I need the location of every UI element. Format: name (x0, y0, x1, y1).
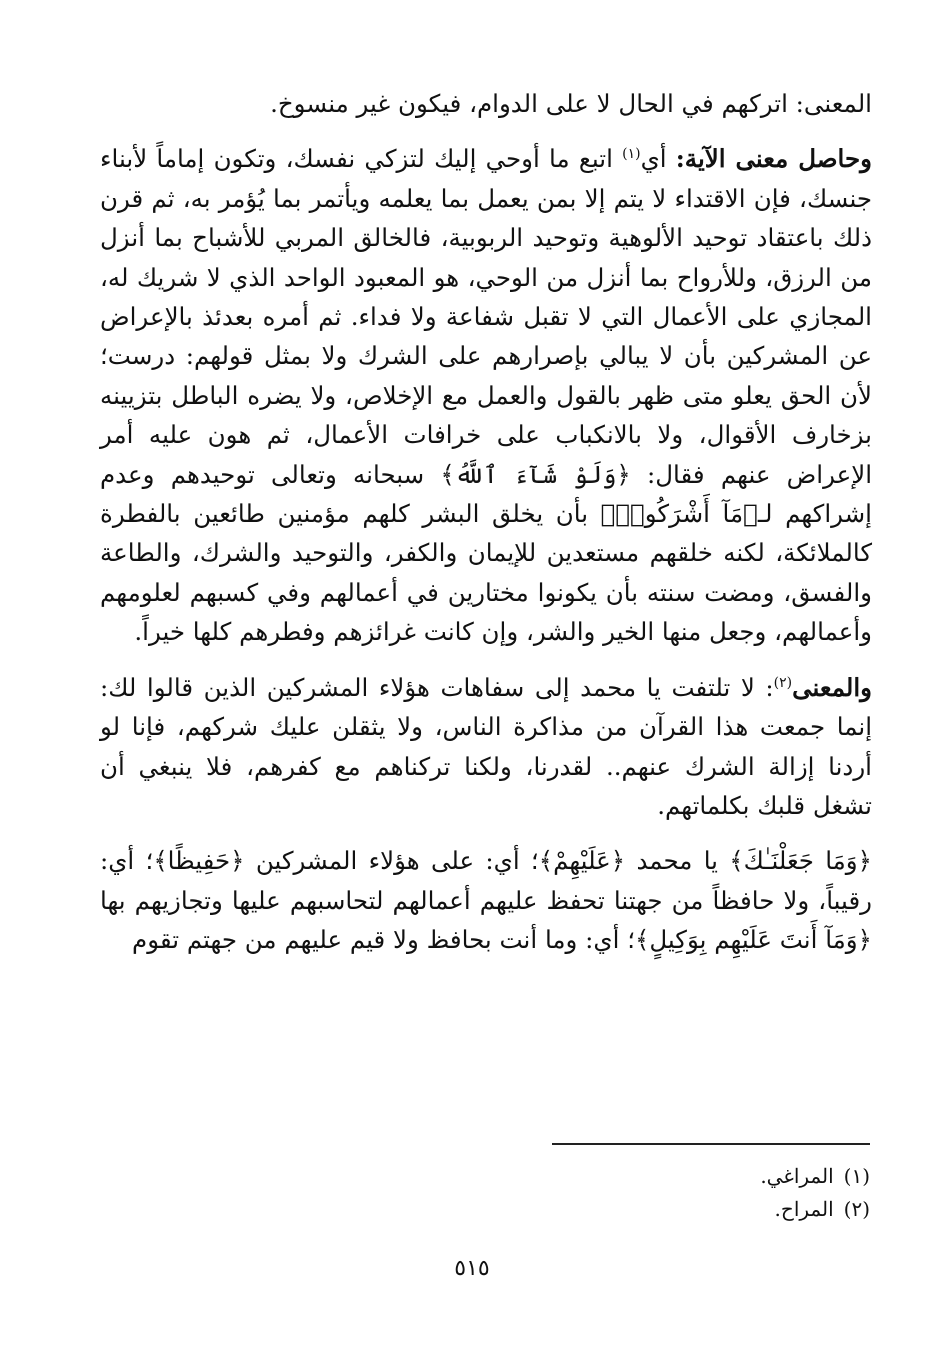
paragraph-3-heading: والمعنى (792, 672, 872, 702)
footnote-1-text: المراغي. (760, 1164, 834, 1188)
paragraph-3-text: : لا تلتفت يا محمد إلى سفاهات هؤلاء المشركين الذين قالوا لك: إنما جمعت هذا القرآن من مذاكرة الناس، ولا يثقلن عليك شركهم، فإنا لو أردنا إزالة الشرك عنهم.. لقدرنا، ولكنا تركناهم مع كفرهم، فلا ينبغي أن تشغل قلبك بكلماتهم. (100, 672, 872, 820)
quran-quote: ﴿مَآ أَشْرَكُوا۟﴾ (600, 499, 758, 529)
footnote-2-number: (٢) (843, 1197, 870, 1221)
footnote-ref-1: (١) (622, 146, 641, 163)
paragraph-1: المعنى: اتركهم في الحال لا على الدوام، فيكون غير منسوخ. (270, 89, 872, 118)
paragraph-4-text-3: ؛ أي: رقيباً، ولا حافظاً من جهتنا تحفظ عليهم أعمالهم لتحاسبهم عليها وتجازيهم بها (100, 846, 872, 915)
paragraph-4-text-1: يا محمد (625, 846, 730, 876)
paragraph-4-text-2: ؛ أي: على هؤلاء المشركين (244, 846, 539, 876)
quran-quote: ﴿عَلَيْهِمْ﴾ (538, 846, 626, 876)
paragraph-2-text-3: بأن يخلق البشر كلهم مؤمنين طائعين بالفطرة كالملائكة، لكنه خلقهم مستعدين للإيمان والكفر، والتوحيد والشرك، والطاعة والفسق، ومضت سنته بأن يكونوا مختارين في أعمالهم وفي كسبهم لعلومهم وأعمالهم، وجعل منها الخير والشر، وإن كانت غرائزهم وفطرهم كلها خيراً. (100, 499, 872, 647)
paragraph-2-text-2: سبحانه وتعالى توحيدهم وعدم إشراكهم لـ (100, 459, 872, 529)
paragraph-4-text-4: ؛ أي: وما أنت بحافظ ولا قيم عليهم من جهتم تقوم (132, 925, 635, 955)
paragraph-2-text: اتبع ما أوحي إليك لتزكي نفسك، وتكون إماماً لأبناء جنسك، فإن الاقتداء لا يتم إلا بمن يعمل بما يعلمه ويأتمر بما يُؤمر به، ثم قرن ذلك باعتقاد توحيد الألوهية وتوحيد الربوبية، فالخالق المربي للأشباح بما أنزل من الرزق، وللأرواح بما أنزل من الوحي، هو المعبود الواحد الذي لا شريك له، المجازي على الأعمال التي لا تقبل شفاعة ولا فداء. ثم أمره بعدئذ بالإعراض عن المشركين بأن لا يبالي بإصرارهم على الشرك ولا بمثل قولهم: درست؛ لأن الحق يعلو متى ظهر بالقول والعمل مع الإخلاص، ولا يضره الباطل بتزيينه بزخارف الأقوال، ولا بالانكباب على خرافات الأعمال، ثم هون عليه أمر الإعراض عنهم فقال: (100, 144, 873, 489)
footnote-1 (470, 1160, 870, 1193)
page-number: ٥١٥ (454, 1256, 490, 1281)
footnote-ref-2: (٢) (773, 674, 793, 691)
paragraph-2-heading: وحاصل معنى الآية: (675, 144, 872, 174)
footnote-2-text: المراح. (774, 1197, 834, 1221)
paragraph-4 (100, 841, 872, 959)
paragraph-2 (100, 139, 872, 651)
paragraph-3 (100, 668, 872, 826)
footnote-1-number: (١) (843, 1164, 870, 1188)
footnotes (470, 1160, 870, 1226)
quran-quote: ﴿حَفِيظًا﴾ (153, 846, 245, 876)
page-body (100, 80, 872, 960)
footnote-2 (470, 1193, 870, 1226)
paragraph-2-prefix: أي (640, 144, 676, 174)
quran-quote: ﴿وَمَآ أَنتَ عَلَيْهِم بِوَكِيلٍ﴾ (635, 925, 872, 955)
quran-quote: ﴿وَلَوْ شَآءَ ٱللَّهُ﴾ (424, 459, 647, 489)
footnote-divider (552, 1143, 870, 1145)
quran-quote: ﴿وَمَا جَعَلْنَـٰكَ﴾ (729, 846, 872, 876)
